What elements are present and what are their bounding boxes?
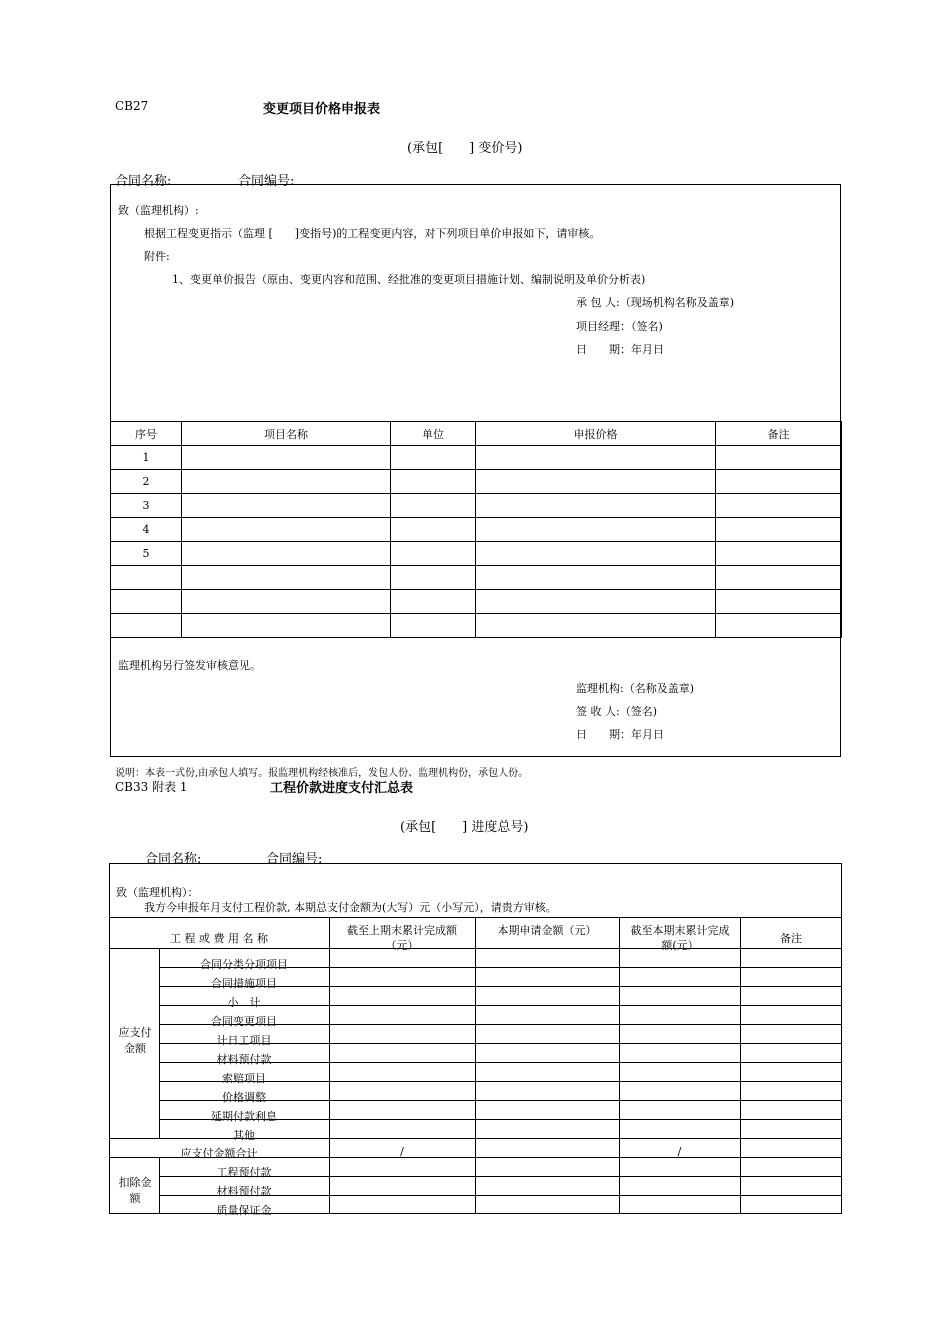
cell-remark[interactable]	[716, 494, 842, 518]
payable-total-label: 应支付金额合计	[180, 1147, 258, 1160]
item-subtotal: 小 计	[227, 996, 261, 1009]
cell-price[interactable]	[476, 470, 716, 494]
item-material-advance: 材料预付款	[216, 1053, 272, 1066]
form2-body-line: 我方今申报年月支付工程价款, 本期总支付金额为(大写）元（小写元），请贵方审核。	[144, 901, 557, 914]
form1-subtitle: (承包[ ] 变价号)	[407, 141, 523, 156]
cell-name[interactable]	[182, 566, 391, 590]
item-change-items: 合同变更项目	[211, 1015, 277, 1028]
form1-body-line: 根据工程变更指示（监理 [ ]变指号)的工程变更内容，对下列项目单价申报如下，请审核。	[144, 227, 601, 240]
cell-name[interactable]	[182, 494, 391, 518]
item-other: 其他	[233, 1129, 255, 1142]
table-row	[111, 470, 842, 494]
cell-remark[interactable]	[716, 614, 842, 638]
row-number: 1	[111, 446, 182, 470]
payable-total-cumulative-slash: /	[677, 1145, 682, 1158]
form1-date-line-2: 日 期：年月日	[576, 728, 664, 741]
cell-price[interactable]	[476, 494, 716, 518]
table-row	[111, 494, 842, 518]
form1-receiver-line: 签 收 人:（签名)	[576, 705, 657, 718]
form1-contract-name-label: 合同名称:	[115, 174, 172, 189]
item-daywork: 计日工项目	[216, 1034, 272, 1047]
header-current-amount: 本期申请金额（元）	[497, 924, 597, 937]
cell-name[interactable]	[182, 518, 391, 542]
deduct-material-advance: 材料预付款	[216, 1185, 272, 1198]
cell-price[interactable]	[476, 446, 716, 470]
cell-unit[interactable]	[391, 614, 476, 638]
cell-name[interactable]	[182, 542, 391, 566]
header-item: 工 程 或 费 用 名 称	[170, 932, 268, 945]
row-number: 4	[111, 518, 182, 542]
cell-price[interactable]	[476, 590, 716, 614]
form2-code: CB33 附表 1	[115, 780, 188, 794]
cell-name[interactable]	[182, 590, 391, 614]
row-number: 5	[111, 542, 182, 566]
cell-name[interactable]	[182, 470, 391, 494]
cell-remark[interactable]	[716, 566, 842, 590]
form1-attachment-item: 1、变更单价报告（原由、变更内容和范围、经批准的变更项目措施计划、编制说明及单价分析表)	[172, 273, 646, 286]
header-price: 申报价格	[476, 422, 716, 446]
table-row	[111, 518, 842, 542]
header-item-name: 项目名称	[182, 422, 391, 446]
table-row	[111, 446, 842, 470]
header-total-cumulative: 截至本期末累计完成额(元）	[630, 924, 730, 952]
table-header-row	[111, 422, 842, 446]
form1-price-table	[110, 421, 842, 638]
cell-unit[interactable]	[391, 446, 476, 470]
row-number: 2	[111, 470, 182, 494]
header-remark: 备注	[716, 422, 842, 446]
form2-contract-no-label: 合同编号:	[266, 852, 323, 867]
deduct-group-label: 扣除金额	[118, 1176, 152, 1205]
header-unit: 单位	[391, 422, 476, 446]
form1-supervisor-note: 监理机构另行签发审核意见。	[118, 659, 261, 672]
cell-price[interactable]	[476, 614, 716, 638]
row-number: 3	[111, 494, 182, 518]
form1-supervisor-line: 监理机构:（名称及盖章)	[576, 682, 694, 695]
table-row	[111, 614, 842, 638]
cell-unit[interactable]	[391, 590, 476, 614]
cell-unit[interactable]	[391, 518, 476, 542]
deduct-retention: 质量保证金	[216, 1204, 272, 1217]
cell-remark[interactable]	[716, 446, 842, 470]
cell-unit[interactable]	[391, 566, 476, 590]
cell-remark[interactable]	[716, 542, 842, 566]
cell-name[interactable]	[182, 446, 391, 470]
form2-title: 工程价款进度支付汇总表	[270, 781, 414, 796]
form1-contract-no-label: 合同编号:	[238, 174, 295, 189]
row-number	[111, 614, 182, 638]
header-prev-cumulative: 截至上期末累计完成额（元）	[347, 924, 457, 952]
item-contract-items: 合同分类分项项目	[200, 958, 288, 971]
cell-unit[interactable]	[391, 470, 476, 494]
cell-unit[interactable]	[391, 542, 476, 566]
cell-name[interactable]	[182, 614, 391, 638]
table-row	[111, 566, 842, 590]
table-row	[111, 542, 842, 566]
cell-price[interactable]	[476, 566, 716, 590]
form1-to-label: 致（监理机构）:	[118, 204, 199, 217]
cell-price[interactable]	[476, 542, 716, 566]
table-row	[111, 590, 842, 614]
form1-pm-line: 项目经理：（签名)	[576, 320, 663, 333]
row-number	[111, 566, 182, 590]
cell-price[interactable]	[476, 518, 716, 542]
item-late-interest: 延期付款利息	[211, 1110, 277, 1123]
cell-remark[interactable]	[716, 590, 842, 614]
form1-attachment-label: 附件:	[144, 250, 170, 263]
item-price-adjustment: 价格调整	[222, 1091, 266, 1104]
row-number	[111, 590, 182, 614]
header-seq: 序号	[111, 422, 182, 446]
cell-remark[interactable]	[716, 518, 842, 542]
form2-to-label: 致（监理机构）：	[116, 886, 199, 899]
form1-contractor-line: 承 包 人:（现场机构名称及盖章)	[576, 296, 734, 309]
form1-footnote: 说明：本表一式份,由承包人填写。报监理机构经核准后，发包人份、监理机构份，承包人份。	[115, 768, 529, 779]
item-claims: 索赔项目	[222, 1072, 266, 1085]
payable-group-label: 应支付金额	[118, 1026, 152, 1055]
form1-code: CB27	[115, 99, 149, 113]
form2-subtitle: (承包[ ] 进度总号)	[400, 820, 529, 835]
item-measure-items: 合同措施项目	[211, 977, 277, 990]
form1-title: 变更项目价格申报表	[263, 102, 381, 117]
cell-remark[interactable]	[716, 470, 842, 494]
form1-date-line: 日 期：年月日	[576, 343, 664, 356]
form2-contract-name-label: 合同名称:	[145, 852, 202, 867]
deduct-advance-payment: 工程预付款	[216, 1166, 272, 1179]
header-remark: 备注	[780, 932, 802, 945]
cell-unit[interactable]	[391, 494, 476, 518]
payable-total-prev-slash: /	[400, 1145, 404, 1158]
